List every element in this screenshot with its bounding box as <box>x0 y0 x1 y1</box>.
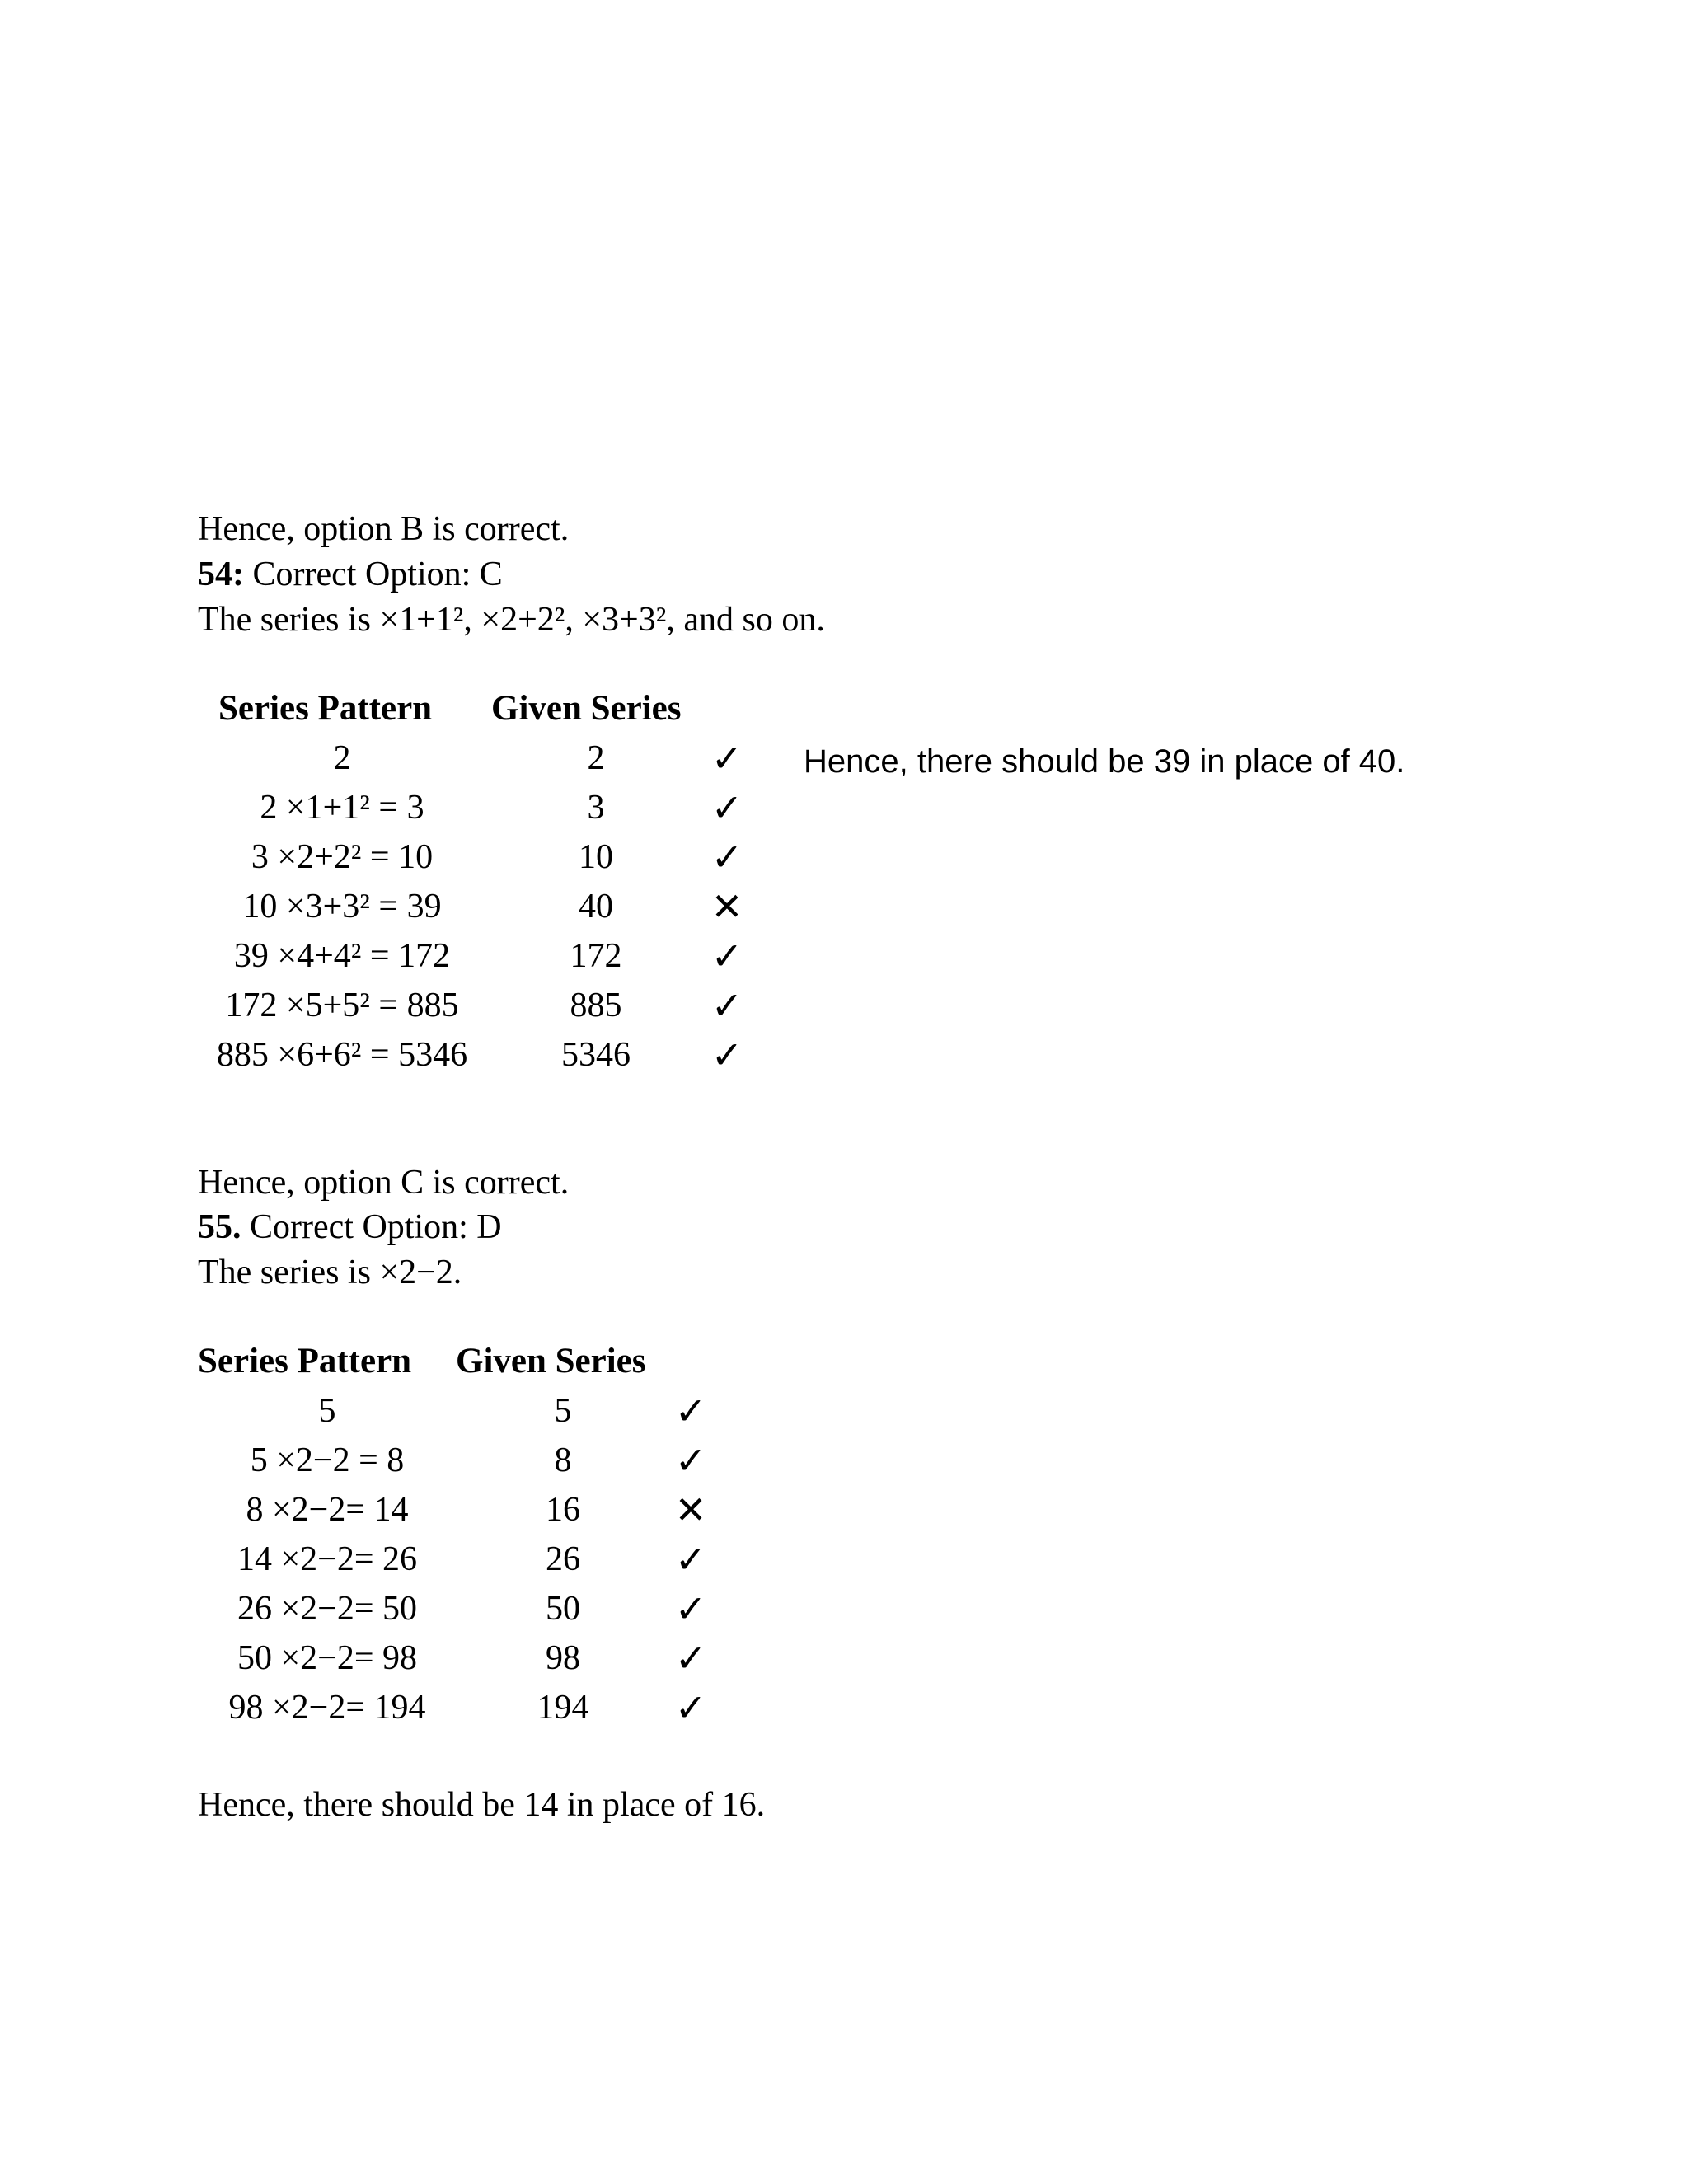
given-series-cell: 3 <box>587 789 605 827</box>
q53-conclusion: Hence, option B is correct. <box>198 510 570 548</box>
cross-mark-icon: ✕ <box>674 1488 707 1532</box>
given-series-cell: 194 <box>537 1689 589 1727</box>
check-mark-icon: ✓ <box>710 934 743 978</box>
q55-conclusion: Hence, there should be 14 in place of 16. <box>198 1786 766 1824</box>
series-pattern-cell: 3 ×2+2² = 10 <box>251 838 434 876</box>
given-series-cell: 5346 <box>561 1036 631 1074</box>
check-mark-icon: ✓ <box>674 1438 707 1483</box>
q55-answer: Correct Option: D <box>250 1208 502 1246</box>
check-mark-icon: ✓ <box>710 1033 743 1077</box>
cross-mark-icon: ✕ <box>710 884 743 929</box>
check-mark-icon: ✓ <box>710 736 743 780</box>
series-pattern-cell: 98 ×2−2= 194 <box>228 1689 426 1727</box>
q54-answer: Correct Option: C <box>252 555 503 593</box>
given-series-cell: 40 <box>579 888 613 926</box>
series-pattern-cell: 885 ×6+6² = 5346 <box>216 1036 468 1074</box>
q55-number: 55. <box>198 1208 241 1246</box>
series-pattern-cell: 2 ×1+1² = 3 <box>260 789 424 827</box>
series-pattern-cell: 5 <box>318 1392 336 1430</box>
q54-side-note: Hence, there should be 39 in place of 40. <box>804 743 1405 780</box>
check-mark-icon: ✓ <box>674 1636 707 1680</box>
series-pattern-cell: 10 ×3+3² = 39 <box>242 888 442 926</box>
q55-col-given-header: Given Series <box>456 1342 646 1380</box>
series-pattern-cell: 172 ×5+5² = 885 <box>225 987 459 1024</box>
q54-col-pattern-header: Series Pattern <box>218 689 433 728</box>
q54-conclusion: Hence, option C is correct. <box>198 1164 570 1202</box>
check-mark-icon: ✓ <box>674 1586 707 1631</box>
q54-description: The series is ×1+1², ×2+2², ×3+3², and so on. <box>198 601 825 639</box>
given-series-cell: 8 <box>554 1441 572 1479</box>
series-pattern-cell: 26 ×2−2= 50 <box>237 1590 418 1628</box>
given-series-cell: 50 <box>546 1590 580 1628</box>
series-pattern-cell: 39 ×4+4² = 172 <box>233 937 451 975</box>
series-pattern-cell: 2 <box>333 739 351 777</box>
given-series-cell: 2 <box>587 739 605 777</box>
series-pattern-cell: 50 ×2−2= 98 <box>237 1639 418 1677</box>
given-series-cell: 172 <box>570 937 622 975</box>
given-series-cell: 16 <box>546 1491 580 1529</box>
check-mark-icon: ✓ <box>710 835 743 879</box>
series-pattern-cell: 14 ×2−2= 26 <box>237 1540 418 1578</box>
series-pattern-cell: 8 ×2−2= 14 <box>246 1491 409 1529</box>
check-mark-icon: ✓ <box>674 1389 707 1433</box>
given-series-cell: 885 <box>570 987 622 1024</box>
given-series-cell: 98 <box>546 1639 580 1677</box>
q54-number: 54: <box>198 555 244 593</box>
given-series-cell: 26 <box>546 1540 580 1578</box>
q55-answer-line <box>198 1205 502 1249</box>
q55-description: The series is ×2−2. <box>198 1254 462 1291</box>
q54-answer-line <box>198 552 503 597</box>
series-pattern-cell: 5 ×2−2 = 8 <box>250 1441 405 1479</box>
check-mark-icon: ✓ <box>710 983 743 1028</box>
q55-col-pattern-header: Series Pattern <box>198 1342 412 1380</box>
given-series-cell: 5 <box>554 1392 572 1430</box>
given-series-cell: 10 <box>579 838 613 876</box>
q54-col-given-header: Given Series <box>491 689 682 728</box>
check-mark-icon: ✓ <box>674 1537 707 1582</box>
check-mark-icon: ✓ <box>674 1685 707 1730</box>
check-mark-icon: ✓ <box>710 785 743 830</box>
